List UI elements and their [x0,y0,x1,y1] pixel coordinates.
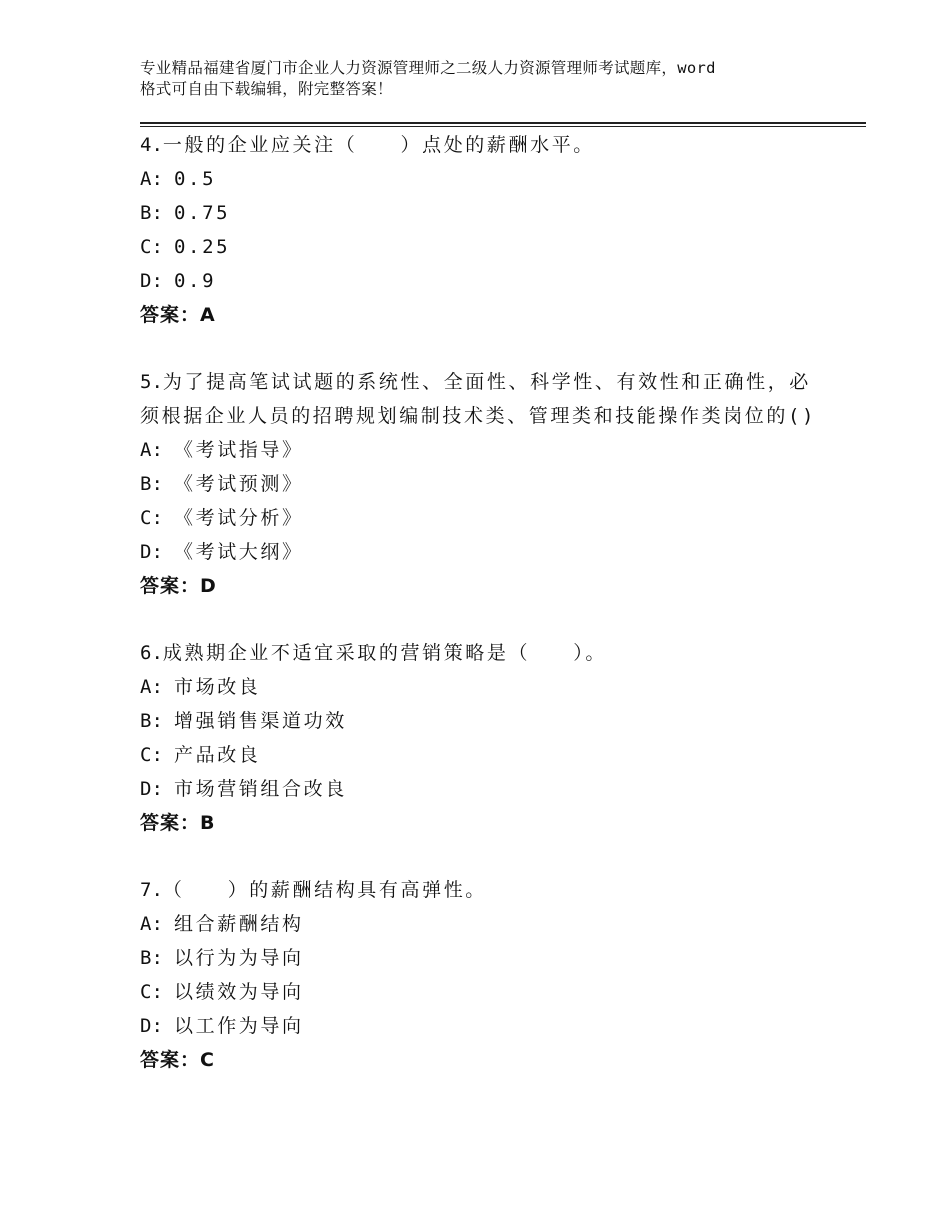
question-5 [140,365,820,603]
option-text: 市场改良 [174,676,261,698]
question-number: 5. [140,371,163,393]
option-letter: D: [140,270,163,292]
answer-label: 答案： [140,1049,201,1071]
option-b [140,467,820,501]
option-d [140,264,820,298]
option-a [140,433,820,467]
option-d [140,1009,820,1043]
option-letter: A: [140,676,163,698]
question-text: 成熟期企业不适宜采取的营销策略是（ ）。 [162,642,607,664]
option-text: 增强销售渠道功效 [174,710,347,732]
option-letter: B: [140,473,163,495]
option-c [140,738,820,772]
option-c [140,501,820,535]
answer-label: 答案： [140,575,201,597]
option-text: 以行为为导向 [174,947,304,969]
option-b [140,704,820,738]
question-number: 4. [140,134,163,156]
answer-line [140,298,820,332]
option-c [140,975,820,1009]
answer-value: A [200,304,216,326]
answer-line [140,1043,820,1077]
answer-value: D [200,575,217,597]
option-letter: D: [140,541,163,563]
option-text: 0.25 [174,236,231,258]
option-letter: C: [140,236,163,258]
header-line-2: 格式可自由下载编辑，附完整答案！ [140,80,393,98]
question-stem [140,636,820,670]
option-d [140,535,820,569]
option-text: 市场营销组合改良 [174,778,347,800]
question-6 [140,636,820,840]
option-text: 以绩效为导向 [174,981,304,1003]
question-stem [140,365,820,433]
option-letter: C: [140,744,163,766]
option-letter: C: [140,981,163,1003]
header-divider-thin [140,126,866,127]
question-7 [140,873,820,1077]
option-text: 《考试指导》 [174,439,304,461]
option-text: 0.9 [174,270,217,292]
option-letter: A: [140,439,163,461]
question-list [140,128,820,1110]
option-text: 《考试分析》 [174,507,304,529]
answer-line [140,569,820,603]
option-text: 《考试大纲》 [174,541,304,563]
question-number: 6. [140,642,163,664]
option-text: 0.5 [174,168,217,190]
option-d [140,772,820,806]
header-divider-thick [140,122,866,124]
header-line-1: 专业精品福建省厦门市企业人力资源管理师之二级人力资源管理师考试题库，word [140,59,716,77]
question-4 [140,128,820,332]
option-a [140,670,820,704]
option-letter: B: [140,710,163,732]
option-letter: D: [140,1015,163,1037]
document-header [140,58,830,100]
question-text: 为了提高笔试试题的系统性、全面性、科学性、有效性和正确性，必须根据企业人员的招聘规划编制技术类、管理类和技能操作类岗位的() [140,371,817,427]
option-text: 组合薪酬结构 [174,913,304,935]
option-text: 产品改良 [174,744,261,766]
option-letter: A: [140,168,163,190]
option-text: 0.75 [174,202,231,224]
option-b [140,941,820,975]
question-number: 7. [140,879,163,901]
answer-value: C [200,1049,215,1071]
answer-value: B [200,812,216,834]
answer-line [140,806,820,840]
option-c [140,230,820,264]
option-letter: A: [140,913,163,935]
option-b [140,196,820,230]
question-stem [140,128,820,162]
option-letter: B: [140,947,163,969]
option-a [140,907,820,941]
option-letter: D: [140,778,163,800]
answer-label: 答案： [140,304,201,326]
option-a [140,162,820,196]
option-text: 以工作为导向 [174,1015,304,1037]
option-letter: C: [140,507,163,529]
option-letter: B: [140,202,163,224]
question-text: 一般的企业应关注（ ）点处的薪酬水平。 [162,134,595,156]
option-text: 《考试预测》 [174,473,304,495]
answer-label: 答案： [140,812,201,834]
question-stem [140,873,820,907]
question-text: （ ）的薪酬结构具有高弹性。 [162,879,487,901]
